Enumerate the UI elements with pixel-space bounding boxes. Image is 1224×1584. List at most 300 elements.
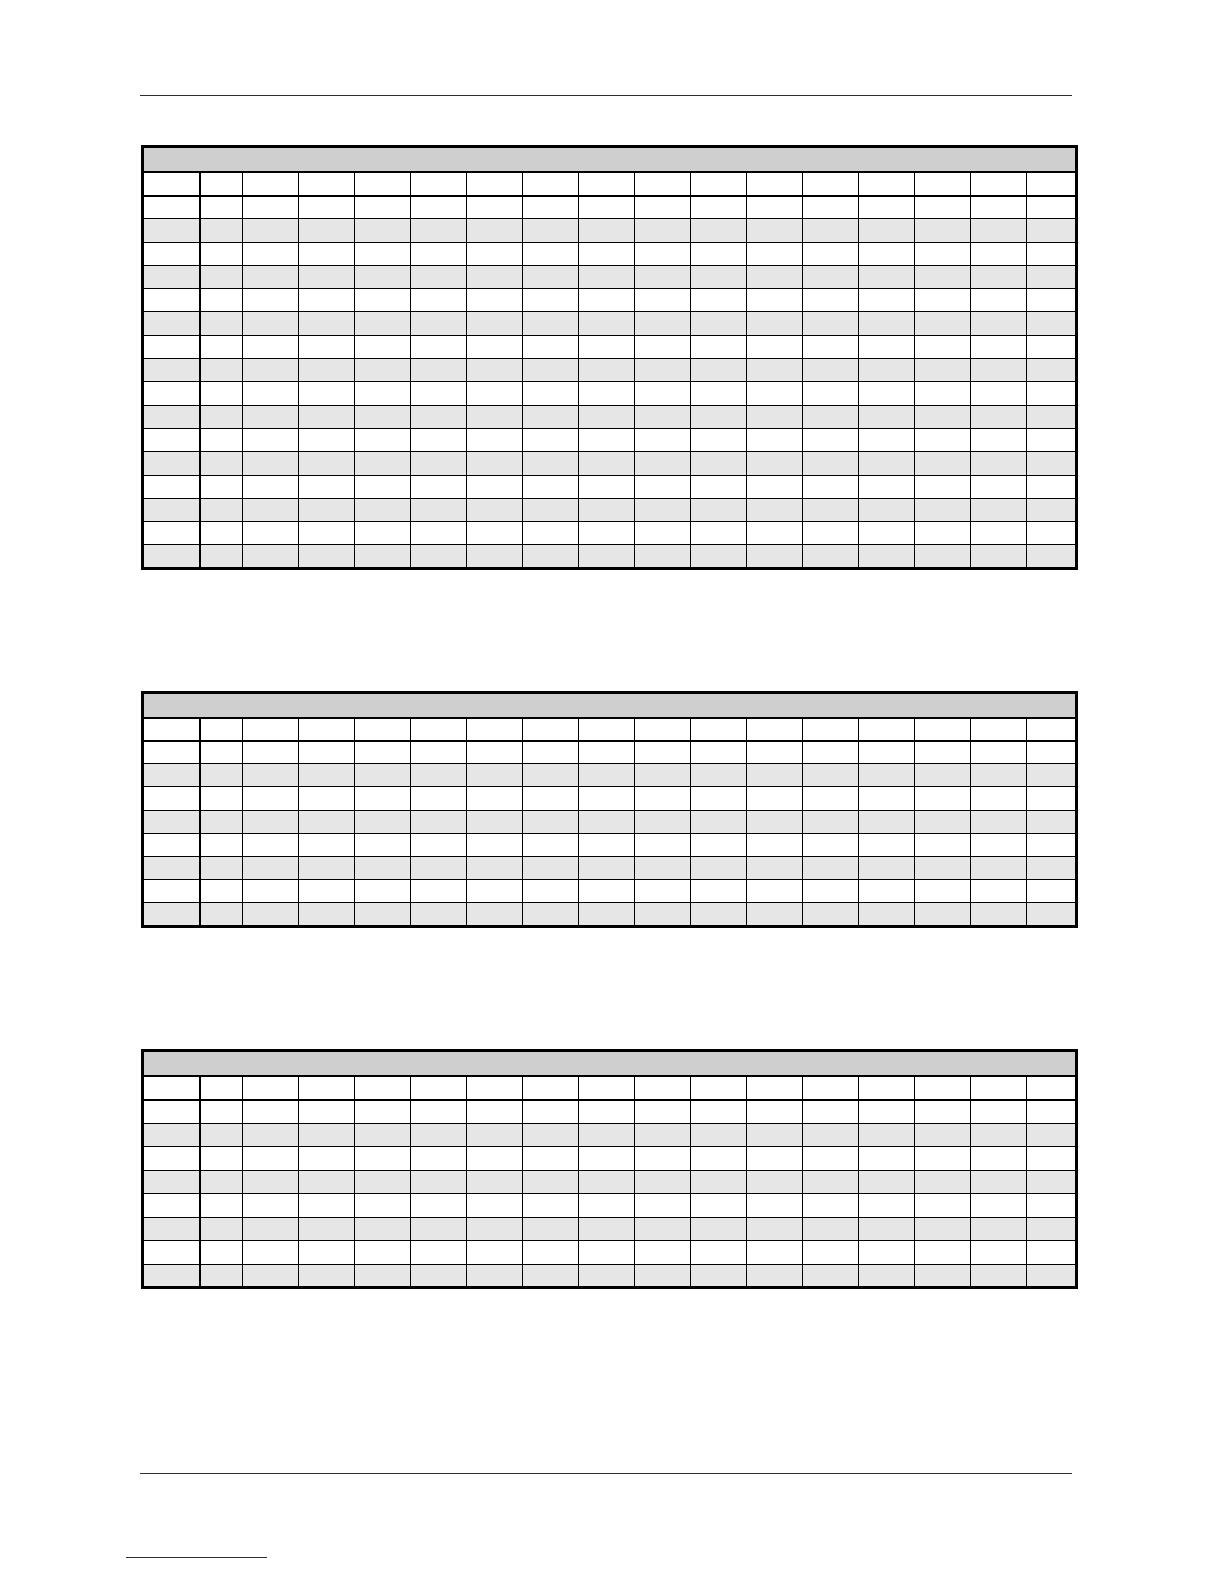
table-cell xyxy=(200,880,243,903)
table-cell xyxy=(355,880,411,903)
table-cell xyxy=(355,475,411,498)
table-cell xyxy=(579,498,635,521)
table-cell xyxy=(243,1147,299,1171)
table-cell xyxy=(299,1264,355,1288)
table-cell xyxy=(859,475,915,498)
table-cell xyxy=(971,764,1027,787)
table-cell xyxy=(747,1123,803,1147)
table-cell xyxy=(411,1264,467,1288)
table-row xyxy=(143,475,1077,498)
table-cell xyxy=(411,289,467,312)
table-cell xyxy=(635,289,691,312)
table-1-container xyxy=(141,145,1078,570)
table-cell xyxy=(803,787,859,810)
table-cell xyxy=(747,522,803,545)
table-cell xyxy=(691,1170,747,1194)
table-cell xyxy=(915,810,971,833)
table-cell xyxy=(579,452,635,475)
table-cell xyxy=(411,242,467,265)
table-cell xyxy=(635,1147,691,1171)
table-cell xyxy=(243,312,299,335)
table-cell xyxy=(579,265,635,288)
table-cell xyxy=(915,335,971,358)
table-cell xyxy=(243,787,299,810)
table-cell xyxy=(579,810,635,833)
table-cell xyxy=(200,1100,243,1124)
table-cell xyxy=(859,265,915,288)
table-cell xyxy=(971,428,1027,451)
table-cell xyxy=(243,1194,299,1218)
header-cell xyxy=(1027,1076,1077,1100)
table-cell xyxy=(523,196,579,219)
table-cell xyxy=(243,382,299,405)
table-cell xyxy=(200,741,243,764)
table-cell xyxy=(803,1194,859,1218)
table-cell xyxy=(411,382,467,405)
table-cell xyxy=(143,903,200,926)
table-cell xyxy=(1027,196,1077,219)
table-cell xyxy=(915,312,971,335)
header-cell xyxy=(200,172,243,196)
table-cell xyxy=(299,498,355,521)
table-cell xyxy=(747,428,803,451)
table-cell xyxy=(915,1217,971,1241)
table-cell xyxy=(299,452,355,475)
table-cell xyxy=(467,903,523,926)
table-cell xyxy=(579,1170,635,1194)
table-row xyxy=(143,1264,1077,1288)
table-cell xyxy=(243,405,299,428)
table-row xyxy=(143,242,1077,265)
table-cell xyxy=(971,545,1027,568)
table-cell xyxy=(143,452,200,475)
table-cell xyxy=(467,741,523,764)
table-cell xyxy=(523,1241,579,1265)
table-cell xyxy=(243,764,299,787)
header-cell xyxy=(747,172,803,196)
table-cell xyxy=(243,498,299,521)
footnote-rule xyxy=(126,1557,267,1558)
table-cell xyxy=(355,787,411,810)
table-cell xyxy=(467,764,523,787)
table-cell xyxy=(747,1194,803,1218)
table-cell xyxy=(859,741,915,764)
table-cell xyxy=(523,452,579,475)
table-row xyxy=(143,833,1077,856)
table-cell xyxy=(691,764,747,787)
table-cell xyxy=(355,903,411,926)
table-cell xyxy=(579,475,635,498)
header-cell xyxy=(467,718,523,741)
table-cell xyxy=(143,1100,200,1124)
table-cell xyxy=(915,242,971,265)
table-cell xyxy=(355,764,411,787)
table-row xyxy=(143,1100,1077,1124)
table-cell xyxy=(467,1241,523,1265)
table-cell xyxy=(355,289,411,312)
table-cell xyxy=(355,856,411,879)
table-cell xyxy=(579,1217,635,1241)
table-cell xyxy=(859,764,915,787)
table-cell xyxy=(971,1123,1027,1147)
table-cell xyxy=(635,1217,691,1241)
table-cell xyxy=(859,498,915,521)
table-cell xyxy=(299,903,355,926)
table-cell xyxy=(803,196,859,219)
table-title xyxy=(143,693,1077,718)
table-cell xyxy=(971,522,1027,545)
table-cell xyxy=(467,545,523,568)
table-cell xyxy=(971,219,1027,242)
table-cell xyxy=(243,856,299,879)
table-cell xyxy=(1027,335,1077,358)
table-cell xyxy=(299,880,355,903)
table-cell xyxy=(691,335,747,358)
table-cell xyxy=(299,1170,355,1194)
table-cell xyxy=(355,335,411,358)
table-cell xyxy=(200,903,243,926)
table-cell xyxy=(411,405,467,428)
table-cell xyxy=(243,1123,299,1147)
table-cell xyxy=(523,1147,579,1171)
table-cell xyxy=(355,312,411,335)
table-cell xyxy=(243,242,299,265)
table-row xyxy=(143,1194,1077,1218)
table-cell xyxy=(859,787,915,810)
table-cell xyxy=(579,405,635,428)
table-cell xyxy=(971,1100,1027,1124)
table-cell xyxy=(803,1170,859,1194)
table-cell xyxy=(915,452,971,475)
table-cell xyxy=(803,498,859,521)
table-row xyxy=(143,880,1077,903)
table-cell xyxy=(635,741,691,764)
table-cell xyxy=(691,196,747,219)
header-cell xyxy=(200,1076,243,1100)
table-cell xyxy=(971,1241,1027,1265)
table-cell xyxy=(915,1170,971,1194)
table-cell xyxy=(467,312,523,335)
table-cell xyxy=(579,1264,635,1288)
table-cell xyxy=(523,475,579,498)
table-cell xyxy=(243,1100,299,1124)
table-cell xyxy=(915,1123,971,1147)
header-cell xyxy=(143,1076,200,1100)
table-row xyxy=(143,903,1077,926)
table-cell xyxy=(143,1170,200,1194)
header-cell xyxy=(691,172,747,196)
table-cell xyxy=(355,1241,411,1265)
table-cell xyxy=(243,1170,299,1194)
table-cell xyxy=(467,428,523,451)
table-cell xyxy=(971,405,1027,428)
table-cell xyxy=(747,359,803,382)
table-cell xyxy=(1027,856,1077,879)
table-cell xyxy=(915,219,971,242)
table-cell xyxy=(579,359,635,382)
table-cell xyxy=(200,1147,243,1171)
table-cell xyxy=(691,1217,747,1241)
table-cell xyxy=(143,1241,200,1265)
header-cell xyxy=(803,718,859,741)
table-cell xyxy=(859,219,915,242)
table-cell xyxy=(691,1123,747,1147)
table-cell xyxy=(411,312,467,335)
table-cell xyxy=(1027,903,1077,926)
table-row xyxy=(143,405,1077,428)
header-cell xyxy=(523,1076,579,1100)
table-cell xyxy=(1027,522,1077,545)
table-cell xyxy=(467,219,523,242)
table-row xyxy=(143,545,1077,568)
table-cell xyxy=(803,545,859,568)
table-cell xyxy=(691,405,747,428)
table-cell xyxy=(355,452,411,475)
table-cell xyxy=(635,764,691,787)
table-cell xyxy=(1027,545,1077,568)
table-cell xyxy=(143,428,200,451)
table-cell xyxy=(299,1100,355,1124)
table-cell xyxy=(243,335,299,358)
table-cell xyxy=(803,382,859,405)
table-cell xyxy=(1027,1147,1077,1171)
header-cell xyxy=(579,172,635,196)
table-cell xyxy=(1027,428,1077,451)
table-cell xyxy=(143,405,200,428)
table-cell xyxy=(859,312,915,335)
table-cell xyxy=(1027,242,1077,265)
table-cell xyxy=(691,1100,747,1124)
table-cell xyxy=(747,382,803,405)
table-cell xyxy=(579,764,635,787)
table-cell xyxy=(635,522,691,545)
table-cell xyxy=(411,1123,467,1147)
table-cell xyxy=(859,1194,915,1218)
table-cell xyxy=(691,1264,747,1288)
table-cell xyxy=(355,810,411,833)
header-cell xyxy=(143,172,200,196)
table-cell xyxy=(143,545,200,568)
table-cell xyxy=(200,428,243,451)
table-cell xyxy=(523,1123,579,1147)
table-cell xyxy=(200,1194,243,1218)
table-cell xyxy=(523,810,579,833)
table-cell xyxy=(411,475,467,498)
header-cell xyxy=(915,718,971,741)
table-cell xyxy=(1027,452,1077,475)
table-cell xyxy=(915,787,971,810)
table-cell xyxy=(467,289,523,312)
table-cell xyxy=(635,545,691,568)
table-cell xyxy=(859,242,915,265)
table-cell xyxy=(747,764,803,787)
table-cell xyxy=(859,1123,915,1147)
table-cell xyxy=(915,1241,971,1265)
table-cell xyxy=(1027,265,1077,288)
table-cell xyxy=(915,764,971,787)
table-cell xyxy=(143,498,200,521)
table-cell xyxy=(299,265,355,288)
table-cell xyxy=(971,1217,1027,1241)
table-cell xyxy=(523,335,579,358)
table-cell xyxy=(579,787,635,810)
table-cell xyxy=(411,219,467,242)
table-cell xyxy=(691,787,747,810)
table-cell xyxy=(1027,880,1077,903)
table-cell xyxy=(143,359,200,382)
table-cell xyxy=(299,545,355,568)
table-cell xyxy=(859,903,915,926)
table-cell xyxy=(200,312,243,335)
table-cell xyxy=(915,833,971,856)
table-cell xyxy=(691,1194,747,1218)
table-cell xyxy=(747,787,803,810)
table-cell xyxy=(971,1264,1027,1288)
table-cell xyxy=(467,787,523,810)
table-cell xyxy=(691,289,747,312)
table-cell xyxy=(411,741,467,764)
table-row xyxy=(143,196,1077,219)
table-cell xyxy=(691,1147,747,1171)
table-cell xyxy=(691,880,747,903)
table-cell xyxy=(915,1147,971,1171)
table-cell xyxy=(243,428,299,451)
table-cell xyxy=(243,219,299,242)
table-cell xyxy=(635,312,691,335)
table-cell xyxy=(1027,312,1077,335)
table-cell xyxy=(691,265,747,288)
table-cell xyxy=(635,810,691,833)
table-cell xyxy=(1027,1100,1077,1124)
table-cell xyxy=(803,405,859,428)
table-cell xyxy=(523,382,579,405)
table-title xyxy=(143,1051,1077,1076)
table-cell xyxy=(579,833,635,856)
table-cell xyxy=(635,903,691,926)
table-cell xyxy=(143,219,200,242)
table-cell xyxy=(243,880,299,903)
table-cell xyxy=(579,545,635,568)
header-cell xyxy=(411,172,467,196)
table-cell xyxy=(299,1241,355,1265)
table-cell xyxy=(1027,1264,1077,1288)
table-cell xyxy=(143,1264,200,1288)
table-cell xyxy=(200,289,243,312)
table-cell xyxy=(1027,1170,1077,1194)
table-cell xyxy=(859,359,915,382)
table-cell xyxy=(579,382,635,405)
table-cell xyxy=(467,522,523,545)
table-cell xyxy=(747,1147,803,1171)
table-title xyxy=(143,147,1077,172)
table-cell xyxy=(859,522,915,545)
table-cell xyxy=(747,1100,803,1124)
table-cell xyxy=(355,741,411,764)
table-cell xyxy=(200,242,243,265)
header-cell xyxy=(355,718,411,741)
table-cell xyxy=(747,545,803,568)
table-cell xyxy=(579,219,635,242)
table-cell xyxy=(200,265,243,288)
table-cell xyxy=(747,856,803,879)
table-cell xyxy=(200,475,243,498)
header-cell xyxy=(579,718,635,741)
header-cell xyxy=(299,1076,355,1100)
header-cell xyxy=(1027,172,1077,196)
table-cell xyxy=(299,312,355,335)
table-cell xyxy=(803,1217,859,1241)
table-cell xyxy=(1027,219,1077,242)
table-cell xyxy=(200,1170,243,1194)
header-cell xyxy=(971,1076,1027,1100)
table-cell xyxy=(200,452,243,475)
table-row xyxy=(143,265,1077,288)
table-cell xyxy=(915,382,971,405)
table-cell xyxy=(635,428,691,451)
table-cell xyxy=(915,359,971,382)
table-cell xyxy=(243,452,299,475)
table-cell xyxy=(971,196,1027,219)
table-cell xyxy=(747,880,803,903)
table-cell xyxy=(579,522,635,545)
table-header-row xyxy=(143,718,1077,741)
table-cell xyxy=(803,1100,859,1124)
table-cell xyxy=(200,1217,243,1241)
table-cell xyxy=(243,265,299,288)
table-row xyxy=(143,741,1077,764)
table-cell xyxy=(579,1147,635,1171)
table-cell xyxy=(859,335,915,358)
table-row xyxy=(143,1123,1077,1147)
table-cell xyxy=(467,405,523,428)
table-cell xyxy=(579,289,635,312)
table-cell xyxy=(143,833,200,856)
table-cell xyxy=(467,335,523,358)
table-cell xyxy=(971,833,1027,856)
table-cell xyxy=(915,1264,971,1288)
table-cell xyxy=(523,903,579,926)
table-cell xyxy=(355,1100,411,1124)
table-cell xyxy=(859,856,915,879)
table-cell xyxy=(747,405,803,428)
table-cell xyxy=(747,335,803,358)
table-cell xyxy=(579,196,635,219)
table-cell xyxy=(635,359,691,382)
header-cell xyxy=(859,718,915,741)
table-cell xyxy=(523,833,579,856)
table-cell xyxy=(691,903,747,926)
table-cell xyxy=(971,312,1027,335)
table-cell xyxy=(411,1194,467,1218)
table-cell xyxy=(803,1123,859,1147)
table-cell xyxy=(971,335,1027,358)
table-cell xyxy=(355,219,411,242)
header-cell xyxy=(859,1076,915,1100)
header-cell xyxy=(859,172,915,196)
table-cell xyxy=(747,1217,803,1241)
table-cell xyxy=(143,1194,200,1218)
table-cell xyxy=(299,1123,355,1147)
table-cell xyxy=(411,1217,467,1241)
table-cell xyxy=(299,289,355,312)
table-cell xyxy=(859,1264,915,1288)
table-cell xyxy=(1027,475,1077,498)
table-cell xyxy=(523,787,579,810)
header-cell xyxy=(747,718,803,741)
table-cell xyxy=(1027,289,1077,312)
table-cell xyxy=(143,1147,200,1171)
table-cell xyxy=(747,475,803,498)
